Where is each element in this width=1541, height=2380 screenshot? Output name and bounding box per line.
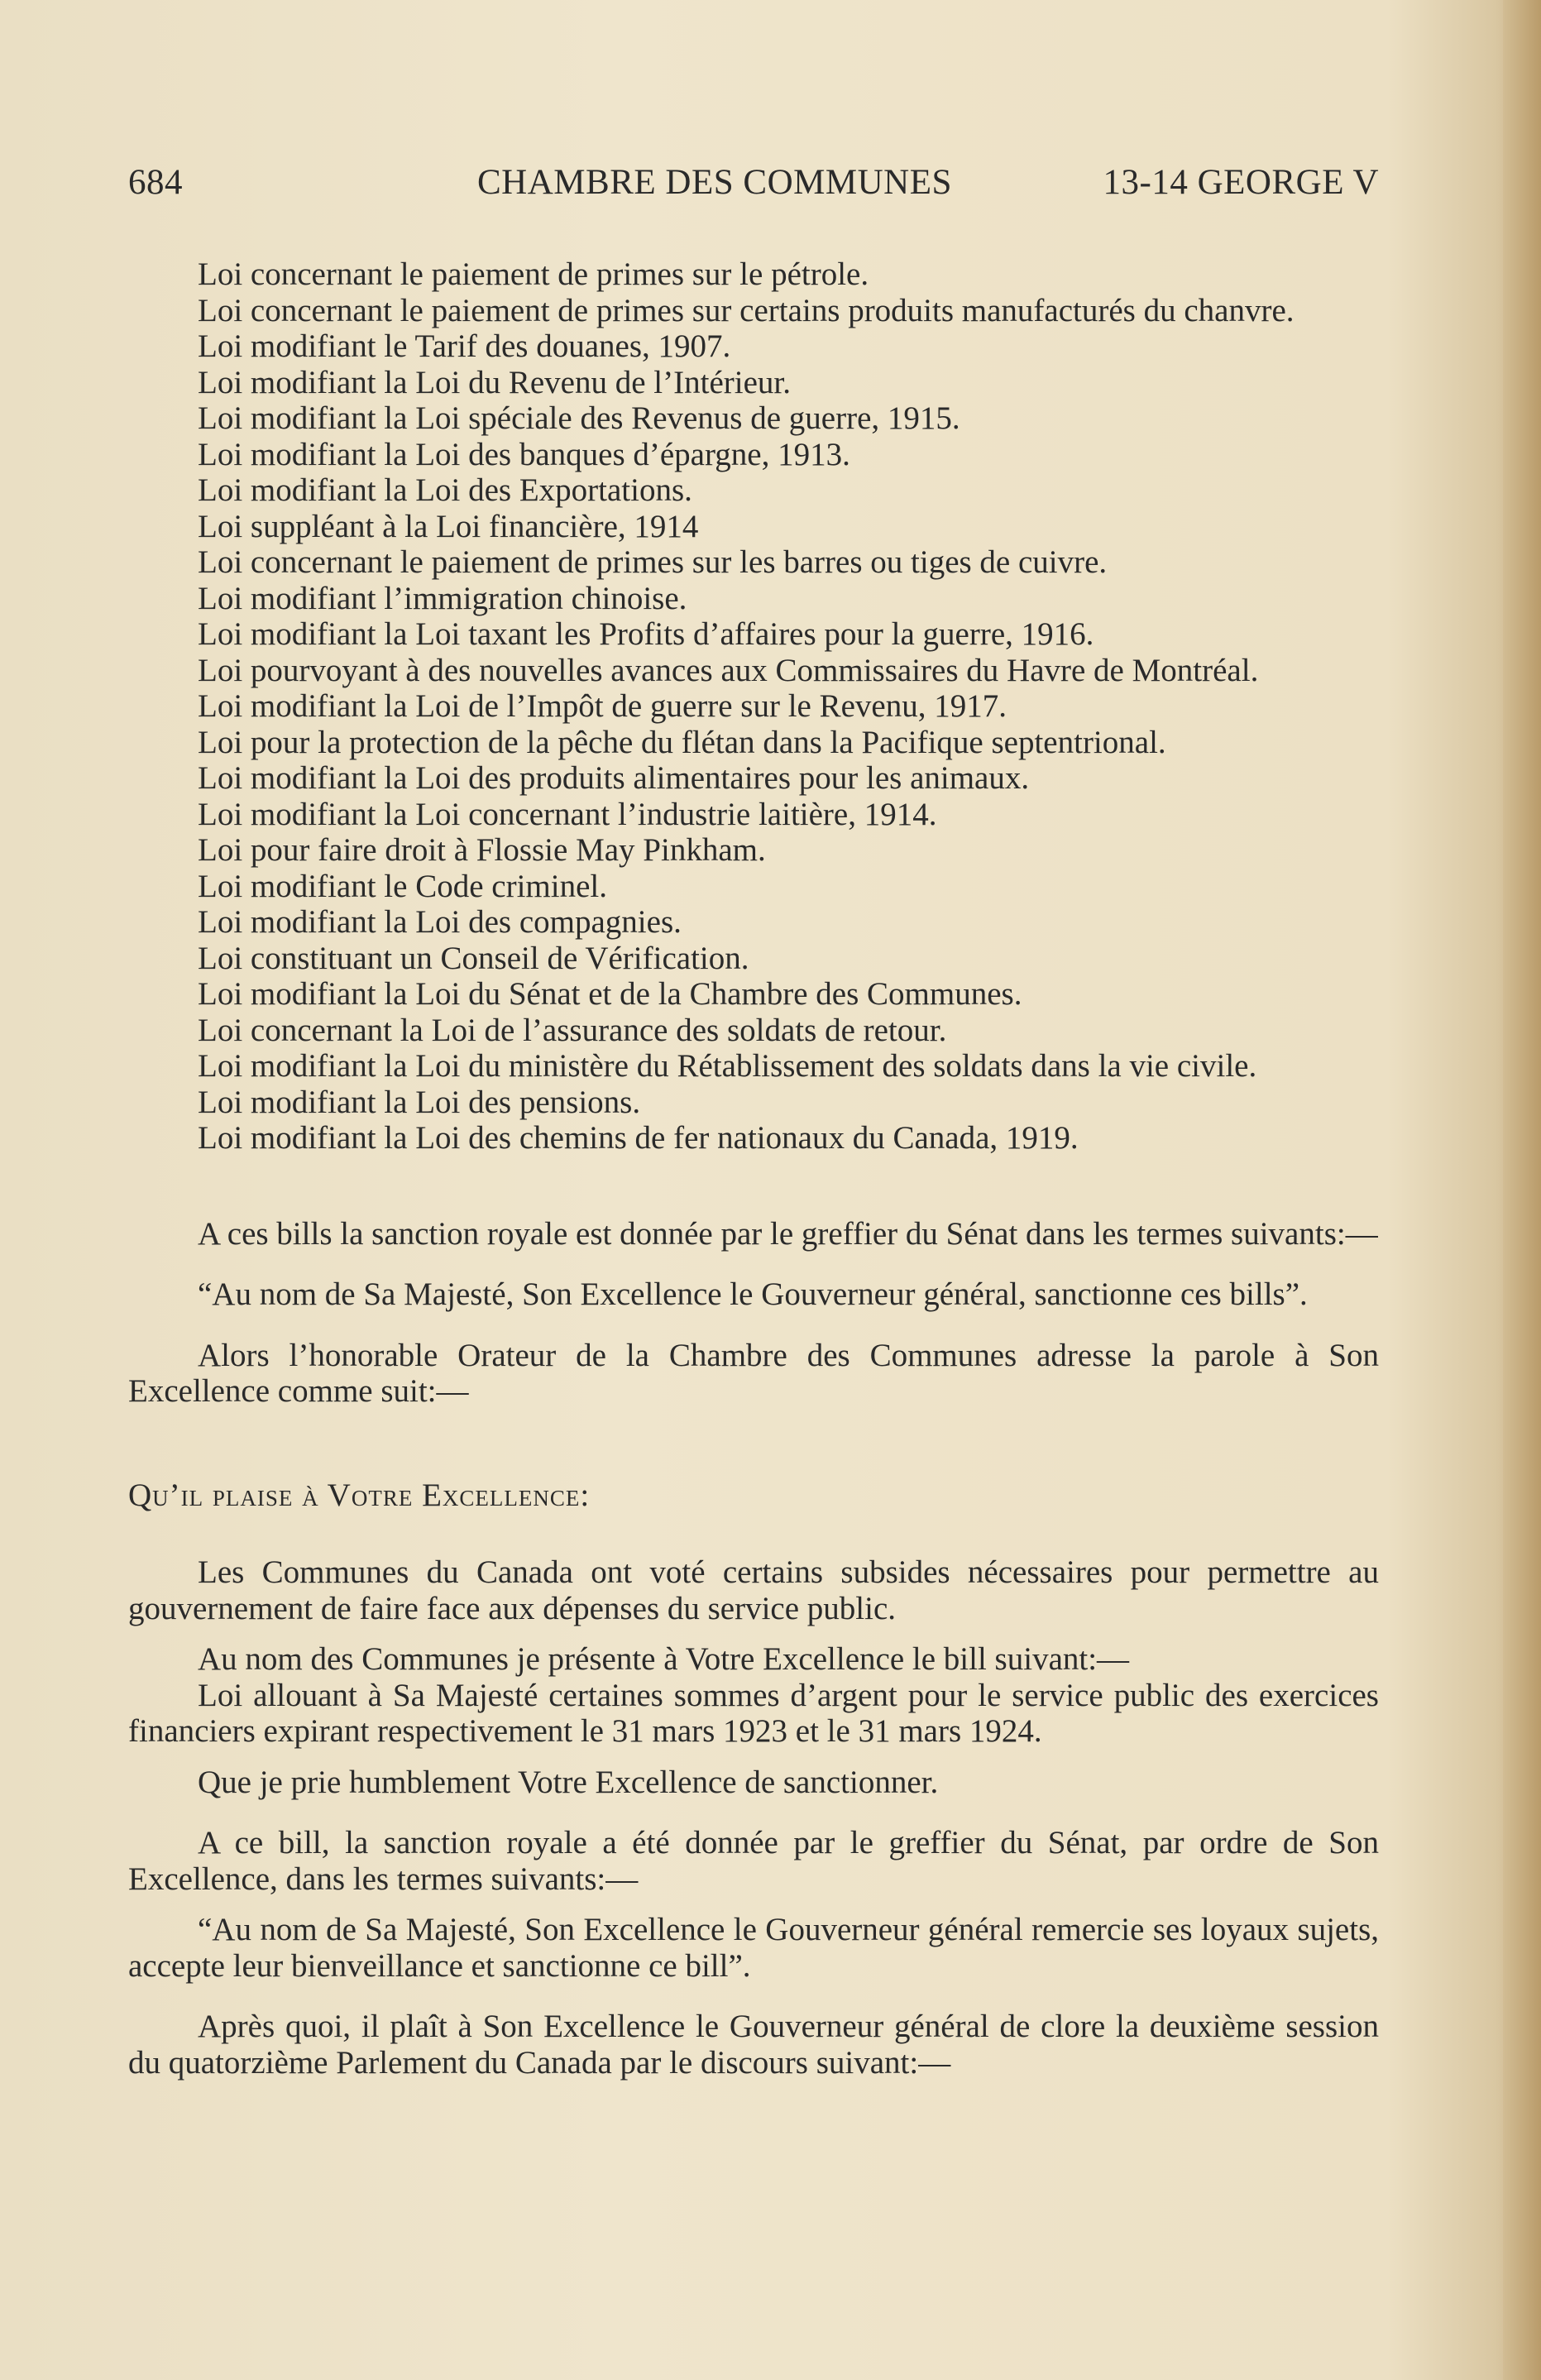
- bill-item: Loi modifiant le Code criminel.: [198, 868, 607, 904]
- bill-item: Loi modifiant la Loi des compagnies.: [198, 904, 682, 940]
- page-number: 684: [128, 163, 183, 202]
- page-header: [128, 162, 1379, 212]
- closing-paragraph: Après quoi, il plaît à Son Excellence le Gouverneur général de clore la deuxième session du quatorzième Parlement du Canada par le discours suivant:—: [128, 2009, 1379, 2081]
- bill-item: Loi modifiant la Loi des pensions.: [198, 1084, 641, 1120]
- bill-item: Loi modifiant la Loi spéciale des Revenus de guerre, 1915.: [198, 400, 960, 436]
- page-body: [128, 256, 1379, 2081]
- supply-sanction-formula-paragraph: “Au nom de Sa Majesté, Son Excellence le Gouverneur général remercie ses loyaux sujets, accepte leur bienveillance et sanctionne ce bill”.: [128, 1912, 1379, 1984]
- page-edge: [1503, 0, 1541, 2380]
- bill-item: Loi concernant le paiement de primes sur certains produits manufacturés du chanvre.: [198, 292, 1295, 328]
- bill-item: Loi suppléant à la Loi financière, 1914: [198, 508, 699, 544]
- bill-item: Loi modifiant la Loi concernant l’industrie laitière, 1914.: [198, 796, 937, 832]
- bill-item: Loi modifiant la Loi taxant les Profits d’affaires pour la guerre, 1916.: [198, 616, 1094, 652]
- bill-item: Loi pourvoyant à des nouvelles avances aux Commissaires du Havre de Montréal.: [198, 652, 1259, 688]
- bill-item: Loi modifiant la Loi du Sénat et de la Chambre des Communes.: [198, 976, 1022, 1012]
- bill-item: Loi pour la protection de la pêche du flétan dans la Pacifique septentrional.: [198, 724, 1166, 760]
- sanction-intro-paragraph: A ces bills la sanction royale est donnée par le greffier du Sénat dans les termes suivants:—: [198, 1215, 1378, 1252]
- speaker-intro-paragraph: Alors l’honorable Orateur de la Chambre des Communes adresse la parole à Son Excellence comme suit:—: [128, 1337, 1379, 1409]
- bill-item: Loi modifiant la Loi du ministère du Rétablissement des soldats dans la vie civile.: [198, 1048, 1257, 1084]
- bill-item: Loi concernant la Loi de l’assurance des soldats de retour.: [198, 1012, 947, 1048]
- bill-item: Loi modifiant la Loi du Revenu de l’Intérieur.: [198, 364, 791, 400]
- sanction-formula-paragraph: “Au nom de Sa Majesté, Son Excellence le Gouverneur général, sanctionne ces bills”.: [198, 1276, 1308, 1312]
- bill-list: [128, 256, 1379, 1156]
- bill-item: Loi concernant le paiement de primes sur le pétrole.: [198, 256, 869, 292]
- bill-item: Loi modifiant le Tarif des douanes, 1907.: [198, 328, 731, 364]
- bill-item: Loi modifiant l’immigration chinoise.: [198, 580, 687, 616]
- present-bill-paragraph: Au nom des Communes je présente à Votre Excellence le bill suivant:—: [198, 1641, 1130, 1677]
- commons-voted-paragraph: Les Communes du Canada ont voté certains subsides nécessaires pour permettre au gouvernement de faire face aux dépenses du service public.: [128, 1554, 1379, 1626]
- supply-bill-paragraph: Loi allouant à Sa Majesté certaines sommes d’argent pour le service public des exercices financiers expirant respectivement le 31 mars 1923 et le 31 mars 1924.: [128, 1677, 1379, 1749]
- bill-item: Loi pour faire droit à Flossie May Pinkham.: [198, 832, 766, 868]
- bill-item: Loi concernant le paiement de primes sur les barres ou tiges de cuivre.: [198, 544, 1108, 580]
- supply-sanction-intro-paragraph: A ce bill, la sanction royale a été donnée par le greffier du Sénat, par ordre de Son Excellence, dans les termes suivants:—: [128, 1825, 1379, 1897]
- running-title: CHAMBRE DES COMMUNES: [477, 163, 952, 202]
- reign-label: 13-14 GEORGE V: [1103, 163, 1379, 202]
- bill-item: Loi modifiant la Loi de l’Impôt de guerre sur le Revenu, 1917.: [198, 688, 1007, 724]
- salutation-heading: Qu’il plaise à Votre Excellence:: [128, 1477, 591, 1513]
- bill-item: Loi modifiant la Loi des banques d’épargne, 1913.: [198, 436, 850, 472]
- bill-item: Loi constituant un Conseil de Vérification.: [198, 940, 749, 976]
- request-paragraph: Que je prie humblement Votre Excellence de sanctionner.: [198, 1764, 939, 1800]
- bill-item: Loi modifiant la Loi des chemins de fer nationaux du Canada, 1919.: [198, 1120, 1079, 1156]
- bill-item: Loi modifiant la Loi des Exportations.: [198, 472, 692, 508]
- bill-item: Loi modifiant la Loi des produits alimentaires pour les animaux.: [198, 760, 1030, 796]
